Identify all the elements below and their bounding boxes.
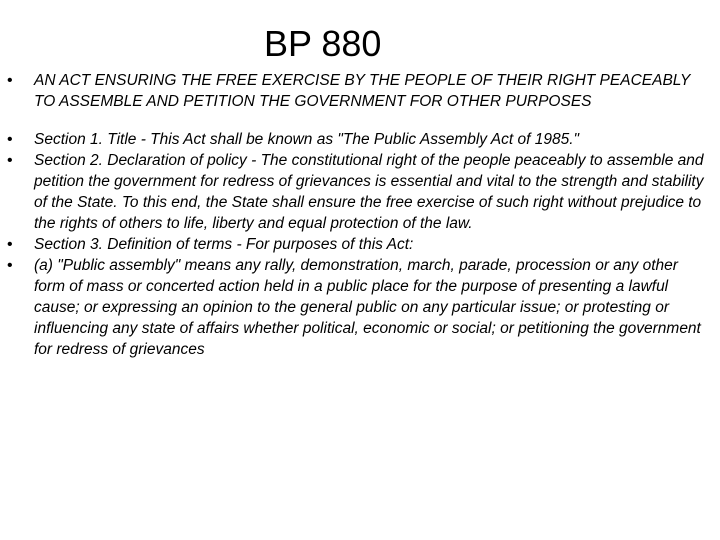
- bullet-section-1: [0, 129, 720, 150]
- section-heading: Section 2.: [34, 152, 103, 169]
- bullet-text: Definition of terms - For purposes of this Act:: [102, 236, 414, 253]
- bullet-list: [0, 70, 720, 360]
- bullet-dot-icon: •: [7, 236, 13, 253]
- section-heading: Section 1.: [34, 131, 103, 148]
- bullet-dot-icon: •: [7, 257, 13, 274]
- bullet-definition-a: [0, 255, 720, 360]
- bullet-text: Title - This Act shall be known as "The Public Assembly Act of 1985.": [102, 131, 580, 148]
- bullet-section-2: [0, 150, 720, 234]
- bullet-dot-icon: •: [7, 72, 13, 89]
- bullet-dot-icon: •: [7, 131, 13, 148]
- bullet-dot-icon: •: [7, 152, 13, 169]
- bullet-section-3: [0, 234, 720, 255]
- slide-title: BP 880: [264, 23, 382, 64]
- bullet-text: (a) "Public assembly" means any rally, demonstration, march, parade, procession or any other form of mass or concerted action held in a public place for the purpose of presenting a lawful cause; or expressing an opinion to the general public on any particular issue; or protesting or influencing any state of affairs whether political, economic or social; or petitioning the government for redress of grievances: [34, 257, 701, 358]
- bullet-act-title: [0, 70, 720, 112]
- bullet-text: Declaration of policy - The constitutional right of the people peaceably to assemble and petition the government for redress of grievances is essential and vital to the strength and stability of the State. To this end, the State shall ensure the free exercise of such right without prejudice to the rights of others to life, liberty and equal protection of the law.: [34, 152, 704, 232]
- bullet-text: AN ACT ENSURING THE FREE EXERCISE BY THE PEOPLE OF THEIR RIGHT PEACEABLY TO ASSEMBLE AND PETITION THE GOVERNMENT FOR OTHER PURPOSES: [34, 72, 691, 110]
- section-heading: Section 3.: [34, 236, 103, 253]
- spacer: [0, 112, 720, 129]
